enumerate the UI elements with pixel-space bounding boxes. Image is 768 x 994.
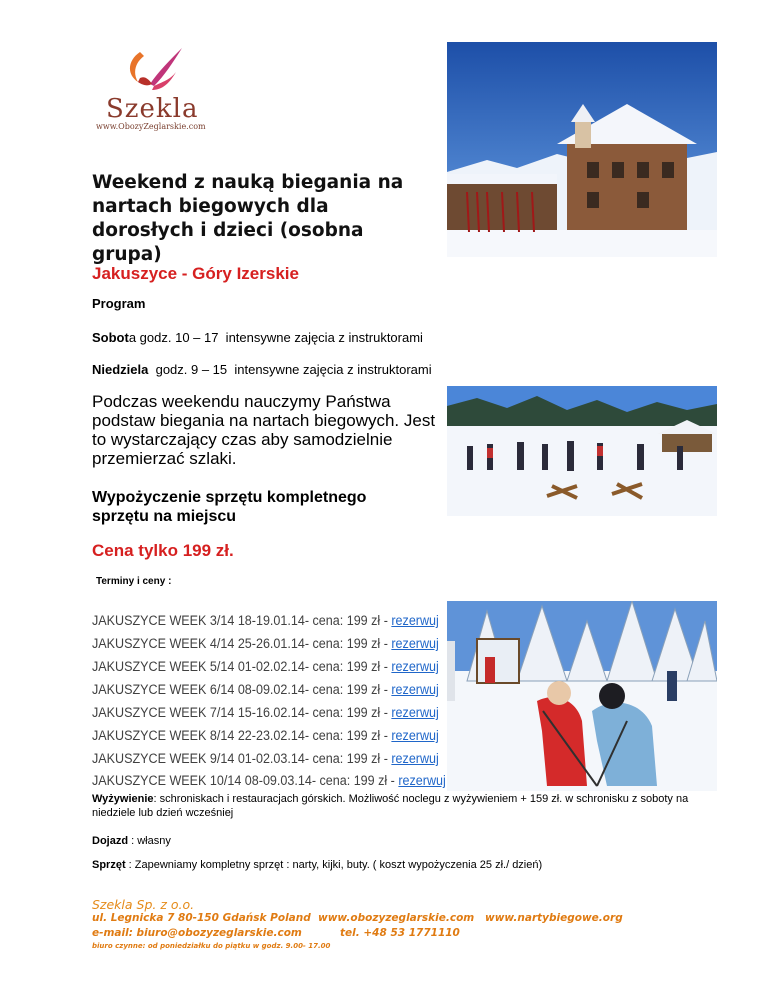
price-heading: Cena tylko 199 zł. — [92, 541, 234, 560]
gear-info — [92, 858, 542, 872]
week-item — [92, 613, 439, 628]
accommodation-label: Wyżywienie — [92, 793, 154, 805]
photo-ski-gathering — [447, 386, 717, 516]
footer-address: ul. Legnicka 7 80-150 Gdańsk Poland — [92, 912, 311, 924]
sunday-schedule — [92, 362, 432, 377]
sunday-day: Niedziela — [92, 362, 149, 377]
sunday-text: godz. 9 – 15 intensywne zajęcia z instruktorami — [148, 362, 432, 377]
week-item — [92, 636, 439, 651]
travel-info — [92, 834, 171, 848]
saturday-day-suffix: a — [128, 330, 137, 345]
week-text: JAKUSZYCE WEEK 3/14 18-19.01.14- cena: 199 zł - — [92, 613, 392, 628]
terms-label: Terminy i ceny : — [96, 576, 172, 587]
reserve-link[interactable]: rezerwuj — [398, 773, 446, 788]
week-text: JAKUSZYCE WEEK 8/14 22-23.02.14- cena: 199 zł - — [92, 728, 392, 743]
footer-company: Szekla Sp. z o.o. — [92, 897, 195, 912]
reserve-link[interactable]: rezerwuj — [391, 659, 439, 674]
week-text: JAKUSZYCE WEEK 9/14 01-02.03.14- cena: 199 zł - — [92, 751, 392, 766]
saturday-text: godz. 10 – 17 intensywne zajęcia z instruktorami — [136, 330, 423, 345]
photo-skiers-forest — [447, 601, 717, 791]
reserve-link[interactable]: rezerwuj — [391, 705, 439, 720]
footer-site2[interactable]: www.nartybiegowe.org — [485, 912, 623, 924]
reserve-link[interactable]: rezerwuj — [391, 682, 439, 697]
week-text: JAKUSZYCE WEEK 5/14 01-02.02.14- cena: 199 zł - — [92, 659, 392, 674]
reserve-link[interactable]: rezerwuj — [391, 613, 439, 628]
week-text: JAKUSZYCE WEEK 4/14 25-26.01.14- cena: 199 zł - — [92, 636, 392, 651]
reserve-link[interactable]: rezerwuj — [391, 728, 439, 743]
travel-label: Dojazd — [92, 835, 129, 847]
week-item — [92, 705, 439, 720]
week-item — [92, 751, 439, 766]
week-item — [92, 682, 439, 697]
week-text: JAKUSZYCE WEEK 7/14 15-16.02.14- cena: 199 zł - — [92, 705, 392, 720]
logo-url: www.ObozyZeglarskie.com — [96, 122, 206, 131]
intro-paragraph: Podczas weekendu nauczymy Państwa podstaw biegania na nartach biegowych. Jest to wystarczający czas aby samodzielnie przemierzać szlaki. — [92, 392, 436, 468]
week-item — [92, 728, 439, 743]
footer-phone: tel. +48 53 1771110 — [340, 927, 460, 939]
accommodation-text: : schroniskach i restauracjach górskich. Możliwość noclegu z wyżywieniem + 159 zł. w schronisku z soboty na niedziele lub dzień wcześniej — [92, 793, 689, 819]
reserve-link[interactable]: rezerwuj — [391, 751, 439, 766]
page-title: Weekend z nauką biegania na nartach biegowych dla dorosłych i dzieci (osobna grupa) — [92, 172, 404, 265]
saturday-schedule — [92, 330, 423, 345]
gear-label: Sprzęt — [92, 859, 126, 871]
travel-text: : własny — [128, 835, 171, 847]
week-item — [92, 659, 439, 674]
footer-hours: biuro czynne: od poniedziałku do piątku w godz. 9.00- 17.00 — [92, 942, 331, 950]
reserve-link[interactable]: rezerwuj — [391, 636, 439, 651]
location-heading: Jakuszyce - Góry Izerskie — [92, 264, 299, 283]
week-text: JAKUSZYCE WEEK 6/14 08-09.02.14- cena: 199 zł - — [92, 682, 392, 697]
week-text: JAKUSZYCE WEEK 10/14 08-09.03.14- cena: 199 zł - — [92, 773, 399, 788]
saturday-day: Sobot — [92, 330, 129, 345]
accommodation-info — [92, 792, 692, 820]
logo-wordmark: Szekla — [106, 94, 199, 124]
footer-site1[interactable]: www.obozyzeglarskie.com — [318, 912, 475, 924]
photo-mountain-hut — [447, 42, 717, 257]
week-item — [92, 773, 446, 788]
program-label: Program — [92, 296, 146, 311]
equipment-heading: Wypożyczenie sprzętu kompletnego sprzętu na miejscu — [92, 489, 367, 525]
gear-text: : Zapewniamy kompletny sprzęt : narty, kijki, buty. ( koszt wypożyczenia 25 zł./ dzień) — [125, 859, 543, 871]
footer-email[interactable]: e-mail: biuro@obozyzeglarskie.com — [92, 927, 302, 939]
